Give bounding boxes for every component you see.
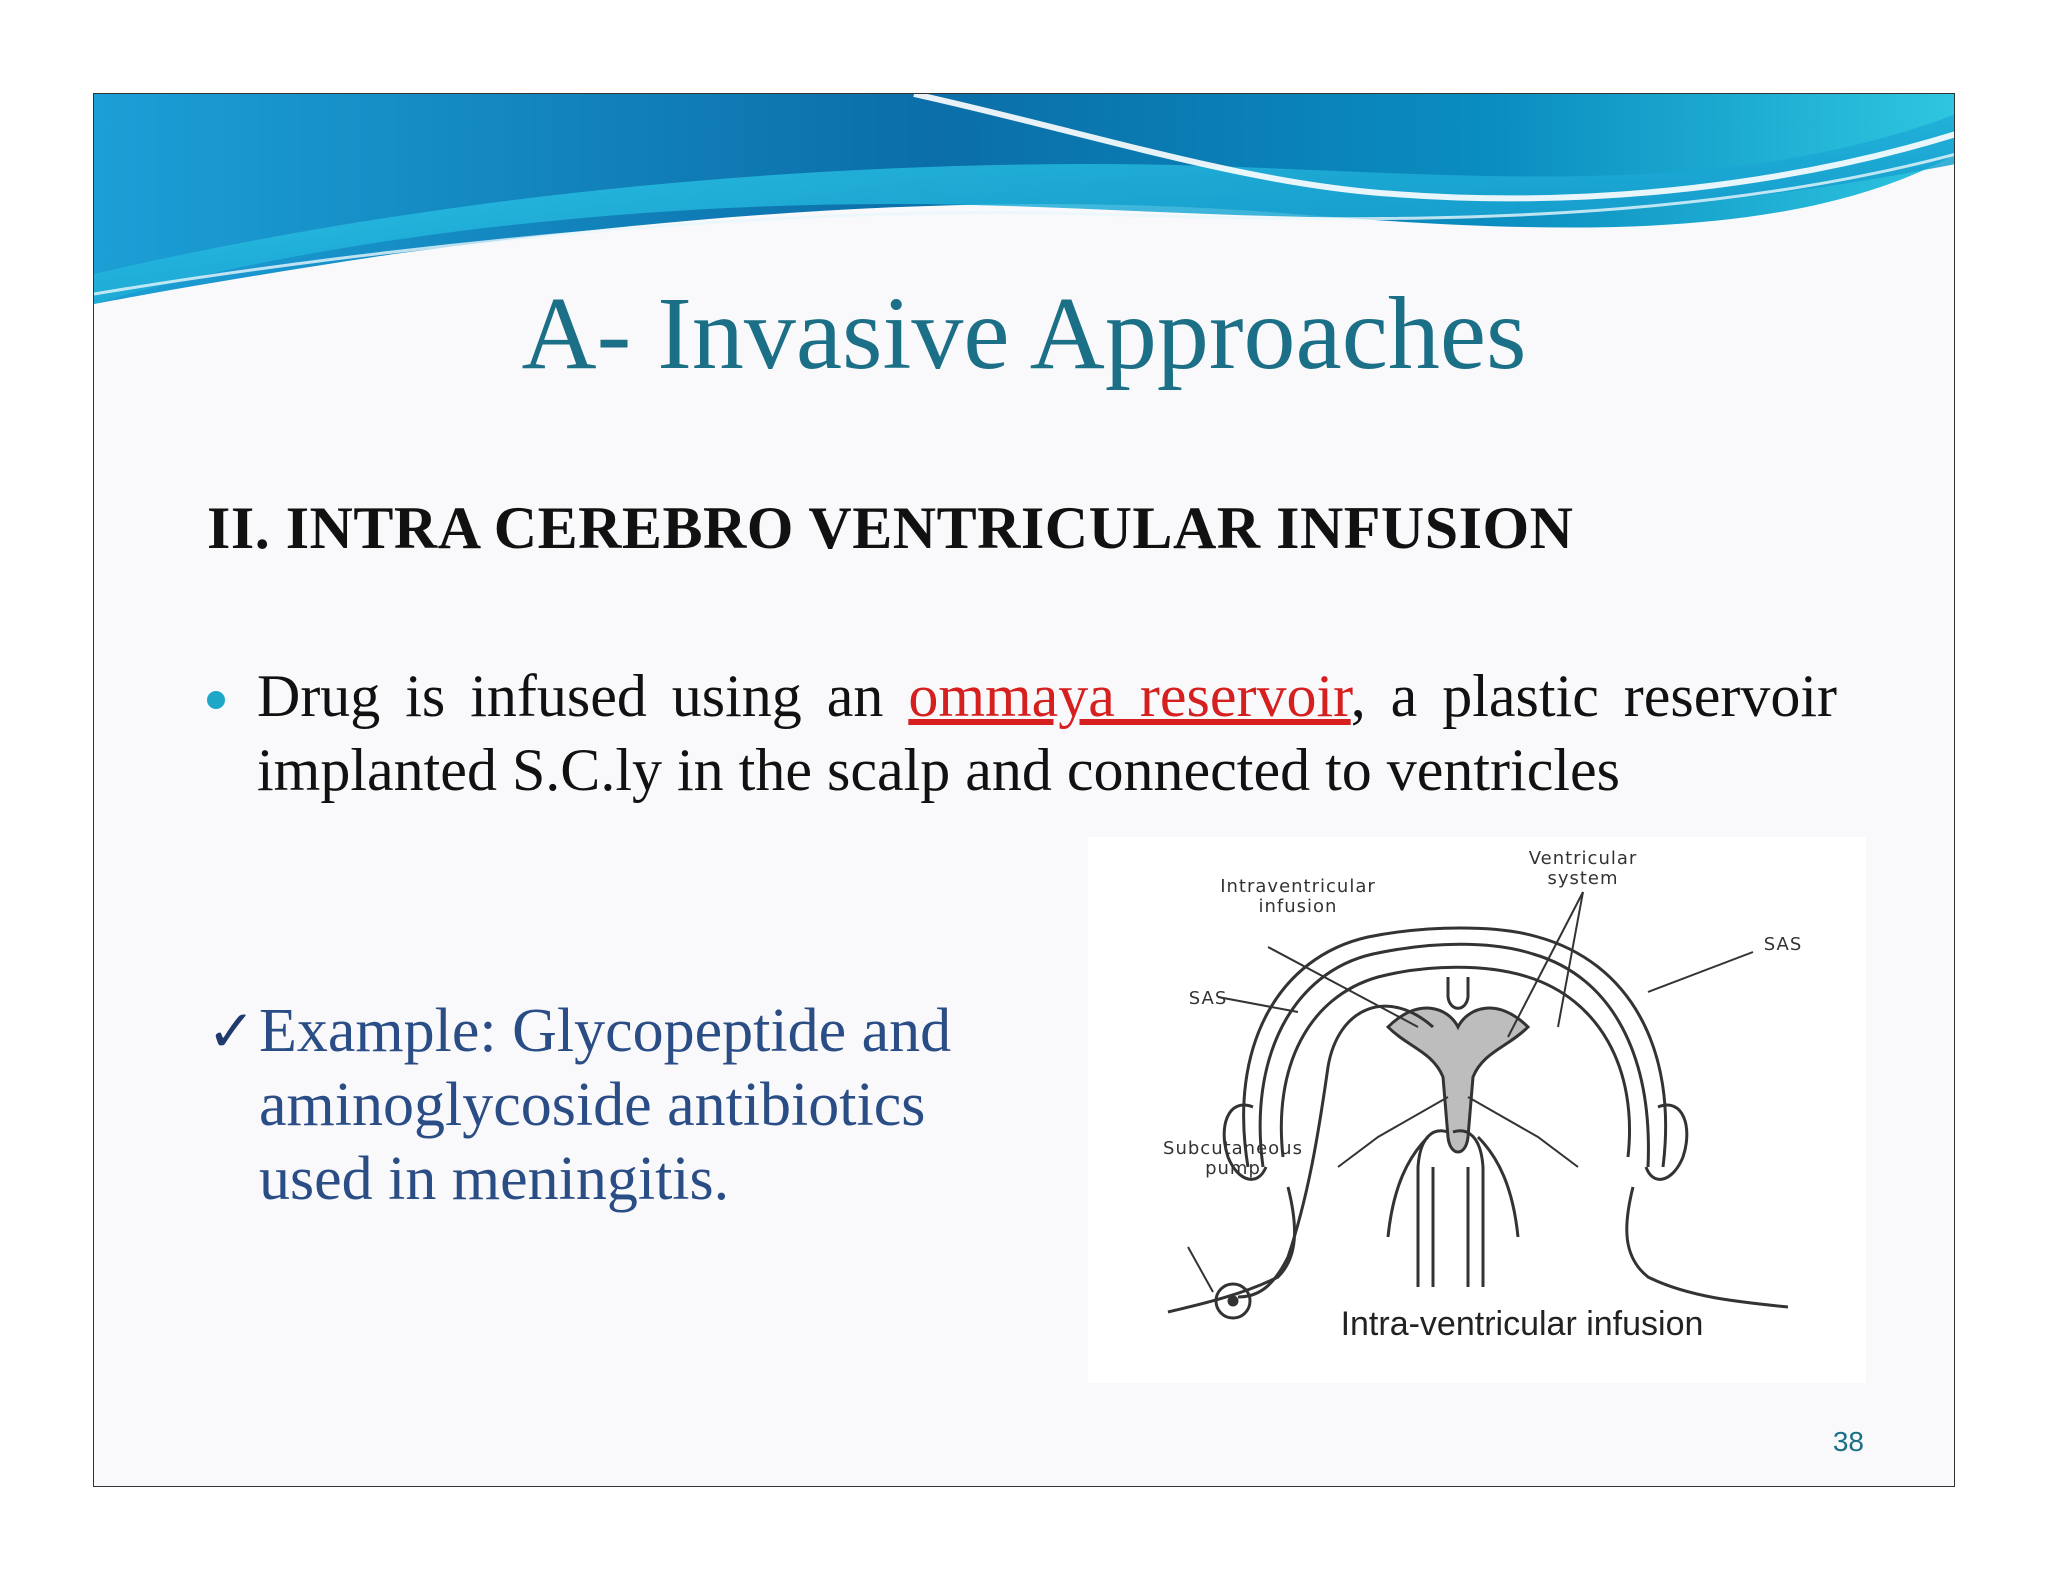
figure-caption: Intra-ventricular infusion — [1340, 1305, 1704, 1343]
example-text: Example: Glycopeptide and aminoglycoside antibiotics used in meningitis. — [259, 997, 952, 1213]
page-number: 38 — [1832, 1426, 1864, 1457]
label-ventricular-system: Ventricular system — [1528, 848, 1638, 889]
bullet-text-end: , a plastic reservoir implanted S.C.ly in the scalp and connected to ventricles — [257, 663, 1838, 803]
label-sas-right: SAS — [1763, 934, 1803, 955]
checkmark-icon: ✓ — [207, 997, 256, 1065]
brain-diagram-drawing — [1088, 837, 1866, 1383]
example-item — [207, 994, 1027, 1216]
slide-title: A- Invasive Approaches — [521, 276, 1527, 391]
label-intraventricular-infusion: Intraventricular infusion — [1220, 876, 1376, 917]
bullet-dot-icon — [207, 691, 225, 709]
bullet-item — [207, 659, 1837, 807]
label-subcutaneous-pump: Subcutaneous pump — [1163, 1138, 1303, 1179]
slide — [93, 93, 1955, 1487]
bullet-text-start: Drug is infused using an — [257, 663, 909, 729]
section-heading: II. INTRA CEREBRO VENTRICULAR INFUSION — [207, 495, 1574, 561]
label-sas-left: SAS — [1188, 988, 1228, 1009]
bullet-text — [257, 659, 1837, 807]
intraventricular-infusion-diagram — [1088, 837, 1866, 1383]
ommaya-reservoir-link[interactable]: ommaya reservoir — [908, 663, 1351, 729]
